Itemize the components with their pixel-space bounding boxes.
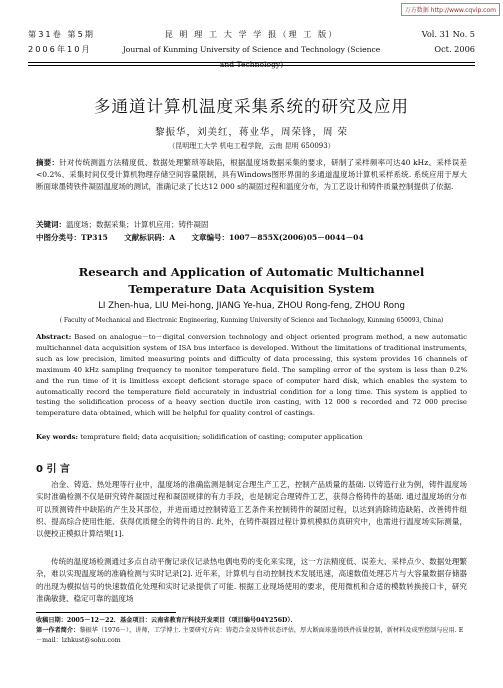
author-bio-label: 第一作者简介： <box>36 627 80 635</box>
keywords-en <box>36 432 467 443</box>
authors-en: LI Zhen-hua, LIU Mei-hong, JIANG Ye-hua, ZHOU Rong-feng, ZHOU Rong <box>98 301 405 311</box>
intro-paragraph-1: 冶金、铸造、热处理等行业中，温度场的准确监测是制定合理生产工艺，控制产品质量的基础. 以铸造行业为例，铸件温度场实时准确检测不仅是研究铸件凝固过程和凝固规律的有力手段，也是制定合理铸件工艺，获得合格铸件的基础. 通过温度场的分布可以预测铸件中缺陷的产生及其部位，并进而通过控制铸造工艺条件来控制铸件的凝固过程，以达到消除铸造缺陷、改善铸件组织、提高综合使用性能、获得优质健全的铸件的目的. 此外，在铸件凝固过程计算机模拟仿真研究中，也需进行温度场实际测量，以便校正模拟计算结果[1]. <box>36 480 467 539</box>
volume-en: Vol. 31 No. 5 <box>421 29 475 39</box>
footnote <box>36 616 467 647</box>
author-bio-text: 黎振华（1976－），讲师，工学博士. 主要研究方向：铸造合金及铸件状态评估，厚大断面球墨铸铁件质量控制，新材料及成型控制与应用. E－mail：lzhkust@sohu.com <box>36 627 464 645</box>
abstract-en-text: Based on analogue－to－digital conversion technology and object oriented program method, a new automatic multichannel data acquisition system of ISA bus interface is developed. Without the limitations of traditional instruments, such as low precision, limited measuring points and difficulty of data processing, this system provides 16 channels of maximum 40 kHz sampling frequency to monitor temperature field. The sampling error of the system is less than 0.2% and the run time of it is limitless except deficient storage space of computer hard disk, which enables the system to automatically record the temperature field accurately in industrial condition for a long time. This system is applied to testing the solidification process of a heavy section ductile iron casting, with 12 000 s recorded and 72 000 precise temperature data obtained, which will be helpful for quality control of castings. <box>36 333 467 418</box>
document-code: 文献标识码：A <box>124 233 176 242</box>
article-number: 文章编号：1007－855X(2006)05－0044－04 <box>191 233 364 242</box>
date-en: Oct. 2006 <box>434 44 475 54</box>
keywords-en-text: temprature field; data acquisition; solidification of casting; computer application <box>80 433 363 441</box>
keywords-cn <box>36 219 467 231</box>
keywords-en-label: Key words: <box>36 433 79 441</box>
date-cn: 2006年10月 <box>28 44 92 54</box>
title-en-line2: Temperature Data Acquisition System <box>128 282 375 296</box>
journal-name-cn: 昆 明 理 工 大 学 学 报（理 工 版） <box>164 29 339 39</box>
section-heading: 0 引 言 <box>36 464 70 475</box>
keywords-cn-label: 关键词： <box>36 220 66 229</box>
journal-header <box>28 27 475 69</box>
affiliation-cn: （昆明理工大学 机电工程学院，云南 昆明 650093） <box>168 142 335 150</box>
fund-info: 基金项目：云南省教育厅科技开发项目（项目编号04Y256D）． <box>119 617 297 624</box>
journal-name-en: Journal of Kunming University of Science and Technology (Science and Technology) <box>122 45 381 69</box>
title-en-line1: Research and Application of Automatic Multichannel <box>78 265 425 279</box>
header-rule <box>28 62 475 66</box>
title-en <box>0 264 503 298</box>
abstract-cn-text: 针对传统测温方法精度低、数据处理繁琐等缺陷，根据温度场数据采集的要求，研制了采样频率可达40 kHz、采样误差<0.2%、采集时间仅受计算机物理存储空间容量限制，具有Windows图形界面的多通道温度场计算机采样系统. 系统应用于厚大断面球墨铸铁件凝固温度场的测试，准确记录了长达12 000 s的凝固过程和温度分布，为工艺设计和铸件质量控制提供了依据. <box>36 158 467 192</box>
authors-cn: 黎振华，刘美红，蒋业华，周荣锋，周 荣 <box>154 127 349 138</box>
abstract-en <box>36 332 467 419</box>
received-date: 收稿日期：2005－12－22． <box>36 617 120 624</box>
classification-cn <box>36 232 467 244</box>
footnote-rule <box>36 612 176 613</box>
affiliation-en: ( Faculty of Mechanical and Electronic Engineering, Kunming University of Science and Technology, Kunming 650093, China) <box>59 317 444 324</box>
watermark-stamp: 万方数据 http://www.cqvip.com <box>401 3 500 16</box>
title-cn: 多通道计算机温度采集系统的研究及应用 <box>94 97 409 116</box>
abstract-cn <box>36 157 467 194</box>
volume-cn: 第31卷 第5期 <box>28 29 95 39</box>
abstract-en-label: Abstract: <box>36 333 72 341</box>
intro-paragraph-2: 传统的温度场检测通过多点自动平衡记录仪记录热电偶电势的变化来实现，这一方法精度低、误差大、采样点少、数据处理繁杂，难以实现温度场的准确检测与实时记录[2]. 近年来，计算机与自动控制技术发展迅速，高速数值处理芯片与大容量数据存储器的出现为模拟信号的快速数值化处理和实时记录提供了可能. 根据工业现场使用的要求，使用微机和合适的模数转换接口卡，研究准确敏捷、稳定可靠的温度场 <box>36 557 467 603</box>
abstract-cn-label: 摘要： <box>36 158 60 167</box>
keywords-cn-text: 温度场；数据采集；计算机应用；铸件凝固 <box>66 220 209 229</box>
clc-number: 中图分类号：TP315 <box>36 233 108 242</box>
